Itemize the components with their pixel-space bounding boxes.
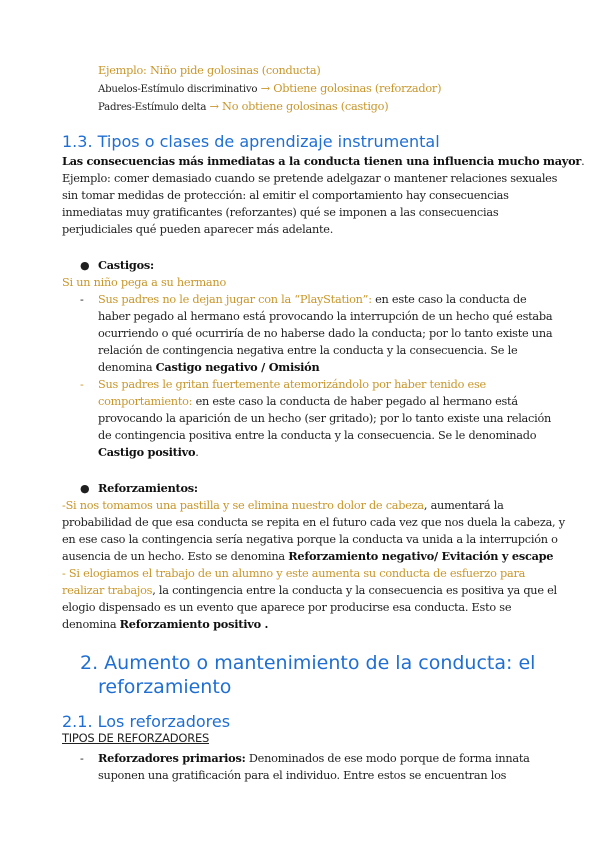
castigo-item-1-line: relación de contingencia negativa entre la conducta y la consecuencia. Se le (98, 344, 518, 357)
castigo-item-1-name: denomina Castigo negativo / Omisión (98, 360, 320, 374)
reforz-para-1-name: ausencia de un hecho. Esto se denomina Reforzamiento negativo/ Evitación y escape (62, 549, 554, 563)
castigo-item-2-line: provocando la aparición de un hecho (ser gritado); por lo tanto existe una relación (98, 412, 552, 425)
section-1-3-line: Ejemplo: comer demasiado cuando se pretende adelgazar o mantener relaciones sexuales (62, 172, 558, 185)
section-1-3-line: perjudiciales qué pueden aparecer más adelante. (62, 223, 334, 236)
section-2-1-heading: 2.1. Los reforzadores (62, 712, 231, 731)
abuelos-label: Abuelos-Estímulo discriminativo (98, 84, 258, 95)
reforz-para-1-line: -Si nos tomamos una pastilla y se elimina nuestro dolor de cabeza, aumentará la (62, 499, 504, 512)
tipos-reforzadores-subheading: TIPOS DE REFORZADORES (62, 731, 210, 745)
padres-result: → No obtiene golosinas (castigo) (209, 100, 389, 113)
reforz-para-2-line: elogio dispensado es un evento que aparece por producirse esa conducta. Esto se (62, 601, 512, 614)
dash-icon: - (80, 378, 84, 391)
reforzadores-primarios-line: Reforzadores primarios: Denominados de ese modo porque de forma innata (98, 751, 530, 765)
section-1-3-lead: Las consecuencias más inmediatas a la conducta tienen una influencia mucho mayor. (62, 154, 585, 168)
section-2-heading-line-2: reforzamiento (98, 676, 232, 698)
padres-label: Padres-Estímulo delta (98, 102, 207, 113)
reforz-para-2-line: - Si elogiamos el trabajo de un alumno y este aumenta su conducta de esfuerzo para (62, 567, 526, 580)
castigo-item-2-line: comportamiento: en este caso la conducta de haber pegado al hermano está (98, 395, 518, 408)
abuelos-result: → Obtiene golosinas (reforzador) (260, 82, 442, 95)
castigo-item-2-line: Sus padres le gritan fuertemente atemorizándolo por haber tenido ese (98, 378, 486, 391)
intro-padres-line (98, 98, 388, 116)
castigos-title: Castigos: (98, 258, 154, 272)
castigo-item-1-line: Sus padres no le dejan jugar con la “PlayStation”: en este caso la conducta de (98, 293, 527, 306)
reforz-para-2-line: realizar trabajos, la contingencia entre la conducta y la consecuencia es positiva ya que el (62, 584, 557, 597)
bullet-icon: ● (80, 482, 90, 495)
section-1-3-line: inmediatas muy gratificantes (reforzantes) qué se imponen a las consecuencias (62, 206, 499, 219)
reforz-para-2-name: denomina Reforzamiento positivo . (62, 617, 269, 631)
reforz-para-1-line: probabilidad de que esa conducta se repita en el futuro cada vez que nos duela la cabeza, y (62, 516, 565, 529)
reforz-para-1-line: en ese caso la contingencia sería negativa porque la conducta va unida a la interrupción o (62, 533, 558, 546)
intro-abuelos-line (98, 80, 441, 98)
section-1-3-line: sin tomar medidas de protección: al emitir el comportamiento hay consecuencias (62, 189, 509, 202)
reforzamientos-title: Reforzamientos: (98, 481, 198, 495)
bullet-icon: ● (80, 259, 90, 272)
castigo-item-2-line: de contingencia positiva entre la conducta y la consecuencia. Se le denominado (98, 429, 537, 442)
castigo-item-2-name: Castigo positivo. (98, 445, 199, 459)
reforzadores-primarios-line: suponen una gratificación para el individuo. Entre estos se encuentran los (98, 769, 507, 782)
dash-icon: - (80, 293, 84, 306)
section-2-heading-line-1: 2. Aumento o mantenimiento de la conducta: el (80, 652, 536, 674)
dash-icon: - (80, 752, 84, 765)
section-1-3-heading: 1.3. Tipos o clases de aprendizaje instrumental (62, 132, 440, 151)
castigo-item-1-line: ocurriendo o qué ocurriría de no haberse dado la conducta; por lo tanto existe una (98, 327, 553, 340)
lead-bold: Las consecuencias más inmediatas a la conducta tienen una influencia mucho mayor (62, 154, 582, 168)
castigo-item-1-line: haber pegado al hermano está provocando la interrupción de un hecho qué estaba (98, 310, 553, 323)
castigos-example: Si un niño pega a su hermano (62, 276, 226, 289)
intro-example: Ejemplo: Niño pide golosinas (conducta) (98, 64, 321, 77)
